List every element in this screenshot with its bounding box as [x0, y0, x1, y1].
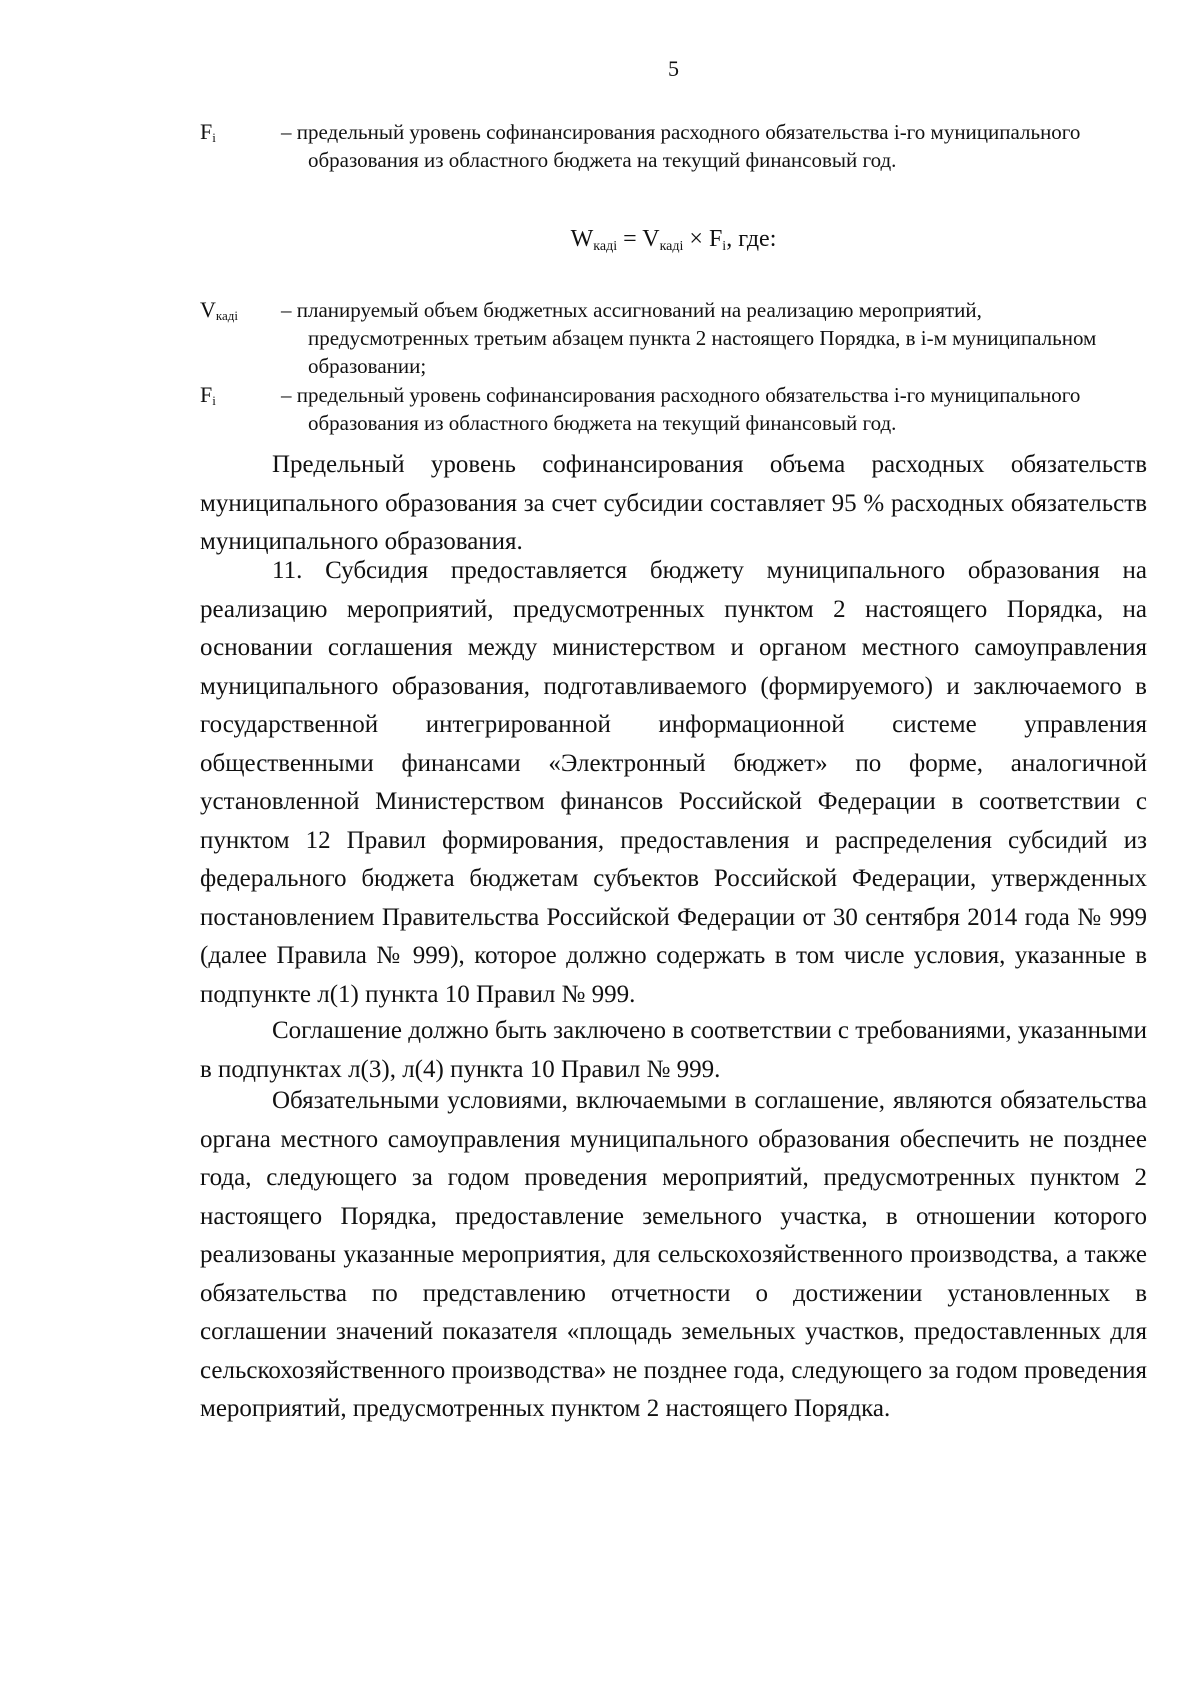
definition-text: – предельный уровень софинансирования расходного обязательства i-го муниципального образования из областного бюджета на текущий финансовый год.: [281, 120, 1081, 172]
page-number: 5: [668, 56, 679, 81]
paragraph-cofinancing-level: Предельный уровень софинансирования объема расходных обязательств муниципального образования за счет субсидии составляет 95 % расходных обязательств муниципального образования.: [200, 451, 1147, 555]
definition-symbol: $V_{кадi}$: [200, 297, 239, 323]
definition-text: – планируемый объем бюджетных ассигнований на реализацию мероприятий, предусмотренных третьим абзацем пункта 2 настоящего Порядка, в i-м муниципальном образовании;: [281, 298, 1097, 378]
formula: $W_{кадi} = V_{кадi} \times F_i$, где:: [570, 226, 777, 254]
definition-symbol: $F_i$: [200, 119, 216, 145]
paragraph-agreement-requirements: Соглашение должно быть заключено в соответствии с требованиями, указанными в подпунктах л(3), л(4) пункта 10 Правил № 999.: [200, 1017, 1147, 1083]
definition-text: – предельный уровень софинансирования расходного обязательства i-го муниципального образования из областного бюджета на текущий финансовый год.: [281, 383, 1081, 435]
definition-symbol: $F_i$: [200, 382, 216, 408]
paragraph-mandatory-conditions: Обязательными условиями, включаемыми в соглашение, являются обязательства органа местного самоуправления муниципального образования обеспечить не позднее года, следующего за годом проведения мероприятий, предусмотренных пунктом 2 настоящего Порядка, предоставление земельного участка, в отношении которого реализованы указанные мероприятия, для сельскохозяйственного производства, а также обязательства по представлению отчетности о достижении установленных в соглашении значений показателя «площадь земельных участков, предоставленных для сельскохозяйственного производства» не позднее года, следующего за годом проведения мероприятий, предусмотренных пунктом 2 настоящего Порядка.: [200, 1087, 1147, 1422]
paragraph-11-subsidy: 11. Субсидия предоставляется бюджету муниципального образования на реализацию мероприятий, предусмотренных пунктом 2 настоящего Порядка, на основании соглашения между министерством и органом местного самоуправления муниципального образования, подготавливаемого (формируемого) и заключаемого в государственной интегрированной информационной системе управления общественными финансами «Электронный бюджет» по форме, аналогичной установленной Министерством финансов Российской Федерации в соответствии с пунктом 12 Правил формирования, предоставления и распределения субсидий из федерального бюджета бюджетам субъектов Российской Федерации, утвержденных постановлением Правительства Российской Федерации от 30 сентября 2014 года № 999 (далее Правила № 999), которое должно содержать в том числе условия, указанные в подпункте л(1) пункта 10 Правил № 999.: [200, 557, 1147, 1008]
